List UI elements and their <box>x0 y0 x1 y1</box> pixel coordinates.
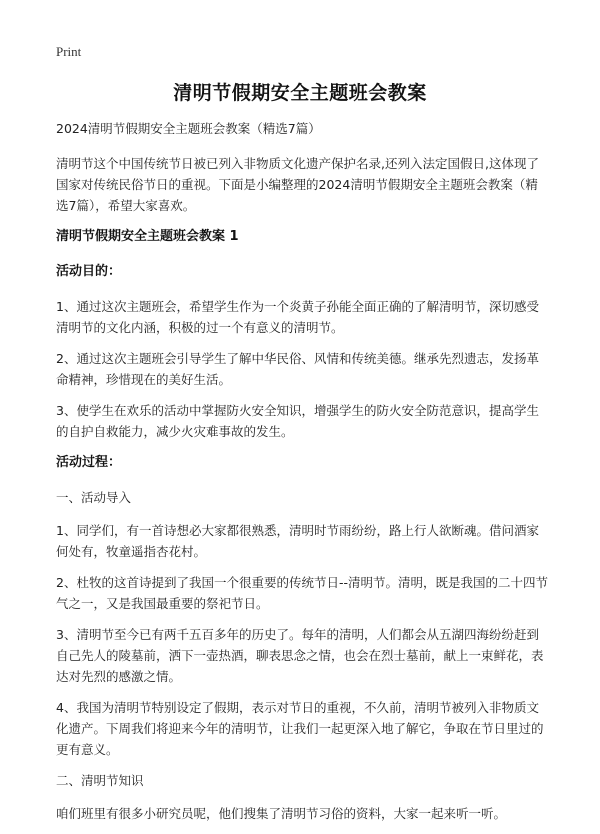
process-item: 1、同学们，有一首诗想必大家都很熟悉，清明时节雨纷纷，路上行人欲断魂。借问酒家何处有，牧童遥指杏花村。 <box>56 523 539 559</box>
process-item: 2、杜牧的这首诗提到了我国一个很重要的传统节日--清明节。清明，既是我国的二十四节气之一，又是我国最重要的祭祀节日。 <box>56 575 548 611</box>
goal-item: 2、通过这次主题班会引导学生了解中华民俗、风情和传统美德。继承先烈遗志，发扬革命精神，珍惜现在的美好生活。 <box>56 351 539 387</box>
process-heading: 活动过程： <box>56 455 122 470</box>
process-item: 3、清明节至今已有两千五百多年的历史了。每年的清明，人们都会从五湖四海纷纷赶到自己先人的陵墓前，洒下一壶热酒，聊表思念之情，也会在烈士墓前，献上一束鲜花，表达对先烈的感激之情。 <box>56 627 544 684</box>
lesson-heading: 清明节假期安全主题班会教案 1 <box>56 229 239 244</box>
page-title: 清明节假期安全主题班会教案 <box>173 82 427 104</box>
process-item: 4、我国为清明节特别设定了假期，表示对节日的重视，不久前，清明节被列入非物质文化遗产。下周我们将迎来今年的清明节，让我们一起更深入地了解它，争取在节日里过的更有意义。 <box>56 700 544 757</box>
closing-paragraph: 咱们班里有很多小研究员呢，他们搜集了清明节习俗的资料，大家一起来听一听。 <box>56 806 507 821</box>
goal-item: 3、使学生在欢乐的活动中掌握防火安全知识，增强学生的防火安全防范意识，提高学生的自护自救能力，减少火灾难事故的发生。 <box>56 403 539 439</box>
article-body <box>56 118 548 834</box>
print-link[interactable]: Print <box>56 44 82 59</box>
section-heading-knowledge: 二、清明节知识 <box>56 773 144 788</box>
intro-paragraph: 清明节这个中国传统节日被已列入非物质文化遗产保护名录,还列入法定国假日,这体现了国家对传统民俗节日的重视。下面是小编整理的2024清明节假期安全主题班会教案（精选7篇），希望大家喜欢。 <box>56 156 539 213</box>
section-heading-intro: 一、活动导入 <box>56 490 132 505</box>
goals-heading: 活动目的： <box>56 264 122 279</box>
document-subtitle: 2024清明节假期安全主题班会教案（精选7篇） <box>56 121 321 136</box>
goal-item: 1、通过这次主题班会，希望学生作为一个炎黄子孙能全面正确的了解清明节，深切感受清明节的文化内涵，积极的过一个有意义的清明节。 <box>56 299 539 335</box>
